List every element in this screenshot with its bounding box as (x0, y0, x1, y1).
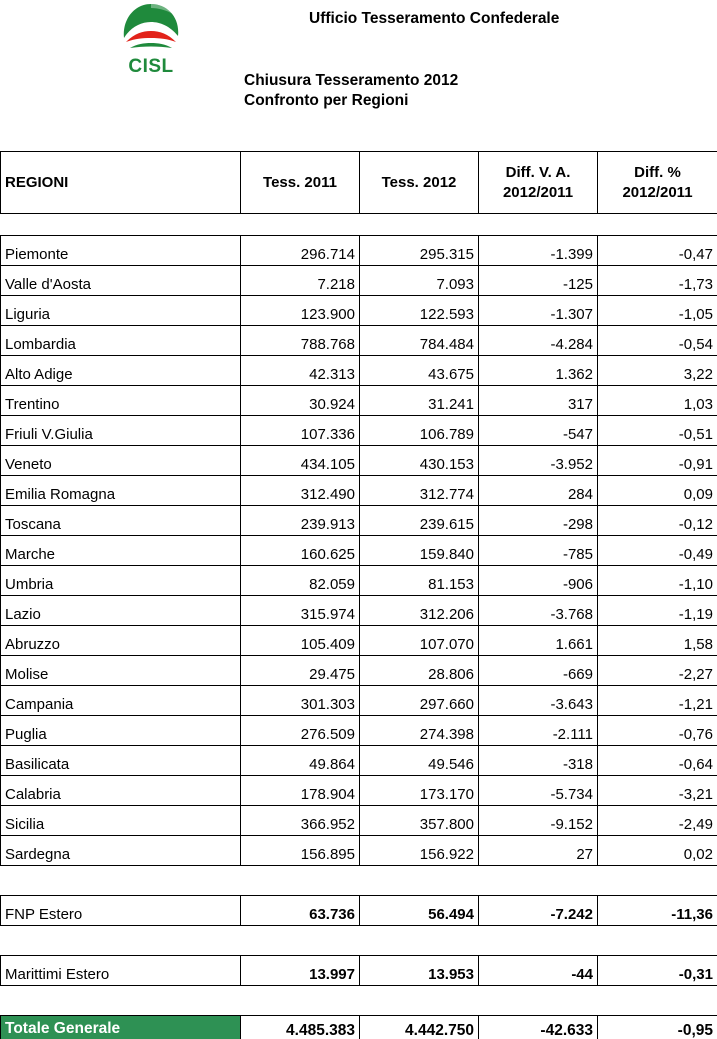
table-row (1, 536, 717, 566)
value-cell: -44 (479, 956, 598, 986)
value-cell: -0,91 (598, 446, 717, 476)
value-cell: -7.242 (479, 896, 598, 926)
value-cell: 366.952 (241, 806, 360, 836)
value-cell: 434.105 (241, 446, 360, 476)
value-cell: 82.059 (241, 566, 360, 596)
region-name-cell: Campania (1, 686, 241, 716)
value-cell: 63.736 (241, 896, 360, 926)
value-cell: 296.714 (241, 236, 360, 266)
table-row (1, 296, 717, 326)
value-cell: 3,22 (598, 356, 717, 386)
value-cell: -0,76 (598, 716, 717, 746)
value-cell: -42.633 (479, 1016, 598, 1039)
value-cell: -1.399 (479, 236, 598, 266)
table-row (1, 356, 717, 386)
value-cell: 29.475 (241, 656, 360, 686)
value-cell: -1,73 (598, 266, 717, 296)
table-row (1, 446, 717, 476)
value-cell: -669 (479, 656, 598, 686)
table-row (1, 476, 717, 506)
table-row (1, 746, 717, 776)
value-cell: 49.546 (360, 746, 479, 776)
value-cell: -0,12 (598, 506, 717, 536)
value-cell: 107.070 (360, 626, 479, 656)
table-row (1, 776, 717, 806)
header-diff-va-line2: 2012/2011 (502, 183, 574, 201)
table-row (1, 596, 717, 626)
table-row (1, 716, 717, 746)
header-regioni: REGIONI (1, 152, 241, 214)
value-cell: 4.442.750 (360, 1016, 479, 1039)
header-diff-va (479, 152, 598, 214)
value-cell: -0,47 (598, 236, 717, 266)
table-row (1, 836, 717, 866)
value-cell: 173.170 (360, 776, 479, 806)
spacer-row (1, 986, 717, 1016)
region-name-cell: Liguria (1, 296, 241, 326)
value-cell: -2,49 (598, 806, 717, 836)
value-cell: -125 (479, 266, 598, 296)
value-cell: 4.485.383 (241, 1016, 360, 1039)
value-cell: -1.307 (479, 296, 598, 326)
value-cell: 81.153 (360, 566, 479, 596)
value-cell: -2,27 (598, 656, 717, 686)
value-cell: -0,54 (598, 326, 717, 356)
header-diff-pct (598, 152, 717, 214)
regions-table (0, 151, 717, 1039)
table-header (1, 152, 717, 214)
fnp-estero-row (1, 896, 717, 926)
value-cell: -2.111 (479, 716, 598, 746)
value-cell: 297.660 (360, 686, 479, 716)
value-cell: 315.974 (241, 596, 360, 626)
value-cell: -4.284 (479, 326, 598, 356)
value-cell: -9.152 (479, 806, 598, 836)
value-cell: 178.904 (241, 776, 360, 806)
report-titles (244, 71, 458, 111)
value-cell: -0,49 (598, 536, 717, 566)
value-cell: -3.643 (479, 686, 598, 716)
value-cell: 312.490 (241, 476, 360, 506)
table-row (1, 386, 717, 416)
value-cell: 56.494 (360, 896, 479, 926)
value-cell: 0,02 (598, 836, 717, 866)
region-name-cell: Molise (1, 656, 241, 686)
value-cell: -547 (479, 416, 598, 446)
region-name-cell: Marche (1, 536, 241, 566)
region-name-cell: Valle d'Aosta (1, 266, 241, 296)
value-cell: -1,21 (598, 686, 717, 716)
value-cell: -785 (479, 536, 598, 566)
region-name-cell: Basilicata (1, 746, 241, 776)
value-cell: 156.895 (241, 836, 360, 866)
region-name-cell: Piemonte (1, 236, 241, 266)
region-name-cell: Calabria (1, 776, 241, 806)
value-cell: 7.093 (360, 266, 479, 296)
value-cell: 13.997 (241, 956, 360, 986)
value-cell: 49.864 (241, 746, 360, 776)
cisl-logo (120, 2, 182, 78)
value-cell: 30.924 (241, 386, 360, 416)
cisl-logo-icon (120, 2, 182, 58)
value-cell: 7.218 (241, 266, 360, 296)
region-name-cell: Trentino (1, 386, 241, 416)
value-cell: 0,09 (598, 476, 717, 506)
spacer-row (1, 866, 717, 896)
header-diff-pct-line2: 2012/2011 (622, 183, 693, 201)
value-cell: 312.206 (360, 596, 479, 626)
value-cell: -298 (479, 506, 598, 536)
region-name-cell: Sicilia (1, 806, 241, 836)
marittimi-estero-row (1, 956, 717, 986)
table-row (1, 656, 717, 686)
report-subtitle: Confronto per Regioni (244, 92, 409, 109)
value-cell: 239.615 (360, 506, 479, 536)
value-cell: 788.768 (241, 326, 360, 356)
table-row (1, 566, 717, 596)
table-row (1, 626, 717, 656)
region-name-cell: Totale Generale (1, 1016, 241, 1039)
table-row (1, 266, 717, 296)
value-cell: 42.313 (241, 356, 360, 386)
region-name-cell: Alto Adige (1, 356, 241, 386)
value-cell: 106.789 (360, 416, 479, 446)
value-cell: -0,64 (598, 746, 717, 776)
spacer-row (1, 214, 717, 236)
value-cell: 274.398 (360, 716, 479, 746)
value-cell: 160.625 (241, 536, 360, 566)
value-cell: 28.806 (360, 656, 479, 686)
header-tess-2011: Tess. 2011 (241, 152, 360, 214)
value-cell: -11,36 (598, 896, 717, 926)
cisl-logo-text: CISL (128, 56, 174, 77)
totale-generale-row (1, 1016, 717, 1039)
region-name-cell: Friuli V.Giulia (1, 416, 241, 446)
region-name-cell: Umbria (1, 566, 241, 596)
value-cell: 1.362 (479, 356, 598, 386)
value-cell: 312.774 (360, 476, 479, 506)
table-row (1, 506, 717, 536)
value-cell: -1,10 (598, 566, 717, 596)
report-title: Chiusura Tesseramento 2012 (244, 72, 459, 89)
region-name-cell: Puglia (1, 716, 241, 746)
value-cell: 107.336 (241, 416, 360, 446)
value-cell: 1,58 (598, 626, 717, 656)
header-diff-pct-line1: Diff. % (634, 163, 681, 181)
office-title: Ufficio Tesseramento Confederale (309, 10, 560, 27)
value-cell: 122.593 (360, 296, 479, 326)
region-name-cell: FNP Estero (1, 896, 241, 926)
value-cell: -3.768 (479, 596, 598, 626)
value-cell: 784.484 (360, 326, 479, 356)
value-cell: 1,03 (598, 386, 717, 416)
value-cell: -906 (479, 566, 598, 596)
value-cell: 27 (479, 836, 598, 866)
value-cell: 105.409 (241, 626, 360, 656)
value-cell: 301.303 (241, 686, 360, 716)
header-tess-2012: Tess. 2012 (360, 152, 479, 214)
region-name-cell: Toscana (1, 506, 241, 536)
value-cell: 284 (479, 476, 598, 506)
value-cell: 159.840 (360, 536, 479, 566)
table-row (1, 236, 717, 266)
value-cell: -318 (479, 746, 598, 776)
region-name-cell: Lombardia (1, 326, 241, 356)
region-name-cell: Marittimi Estero (1, 956, 241, 986)
region-name-cell: Emilia Romagna (1, 476, 241, 506)
value-cell: 1.661 (479, 626, 598, 656)
region-name-cell: Veneto (1, 446, 241, 476)
value-cell: 430.153 (360, 446, 479, 476)
value-cell: -0,95 (598, 1016, 717, 1039)
value-cell: 13.953 (360, 956, 479, 986)
value-cell: -0,51 (598, 416, 717, 446)
value-cell: 317 (479, 386, 598, 416)
spacer-row (1, 926, 717, 956)
table-row (1, 326, 717, 356)
header-diff-va-line1: Diff. V. A. (505, 163, 571, 181)
table-row (1, 416, 717, 446)
value-cell: -1,05 (598, 296, 717, 326)
value-cell: -3,21 (598, 776, 717, 806)
value-cell: 276.509 (241, 716, 360, 746)
value-cell: -5.734 (479, 776, 598, 806)
region-name-cell: Abruzzo (1, 626, 241, 656)
value-cell: 31.241 (360, 386, 479, 416)
table-row (1, 686, 717, 716)
value-cell: -3.952 (479, 446, 598, 476)
region-name-cell: Sardegna (1, 836, 241, 866)
value-cell: -1,19 (598, 596, 717, 626)
value-cell: 43.675 (360, 356, 479, 386)
value-cell: 295.315 (360, 236, 479, 266)
value-cell: 239.913 (241, 506, 360, 536)
value-cell: -0,31 (598, 956, 717, 986)
region-name-cell: Lazio (1, 596, 241, 626)
value-cell: 123.900 (241, 296, 360, 326)
value-cell: 156.922 (360, 836, 479, 866)
value-cell: 357.800 (360, 806, 479, 836)
table-row (1, 806, 717, 836)
